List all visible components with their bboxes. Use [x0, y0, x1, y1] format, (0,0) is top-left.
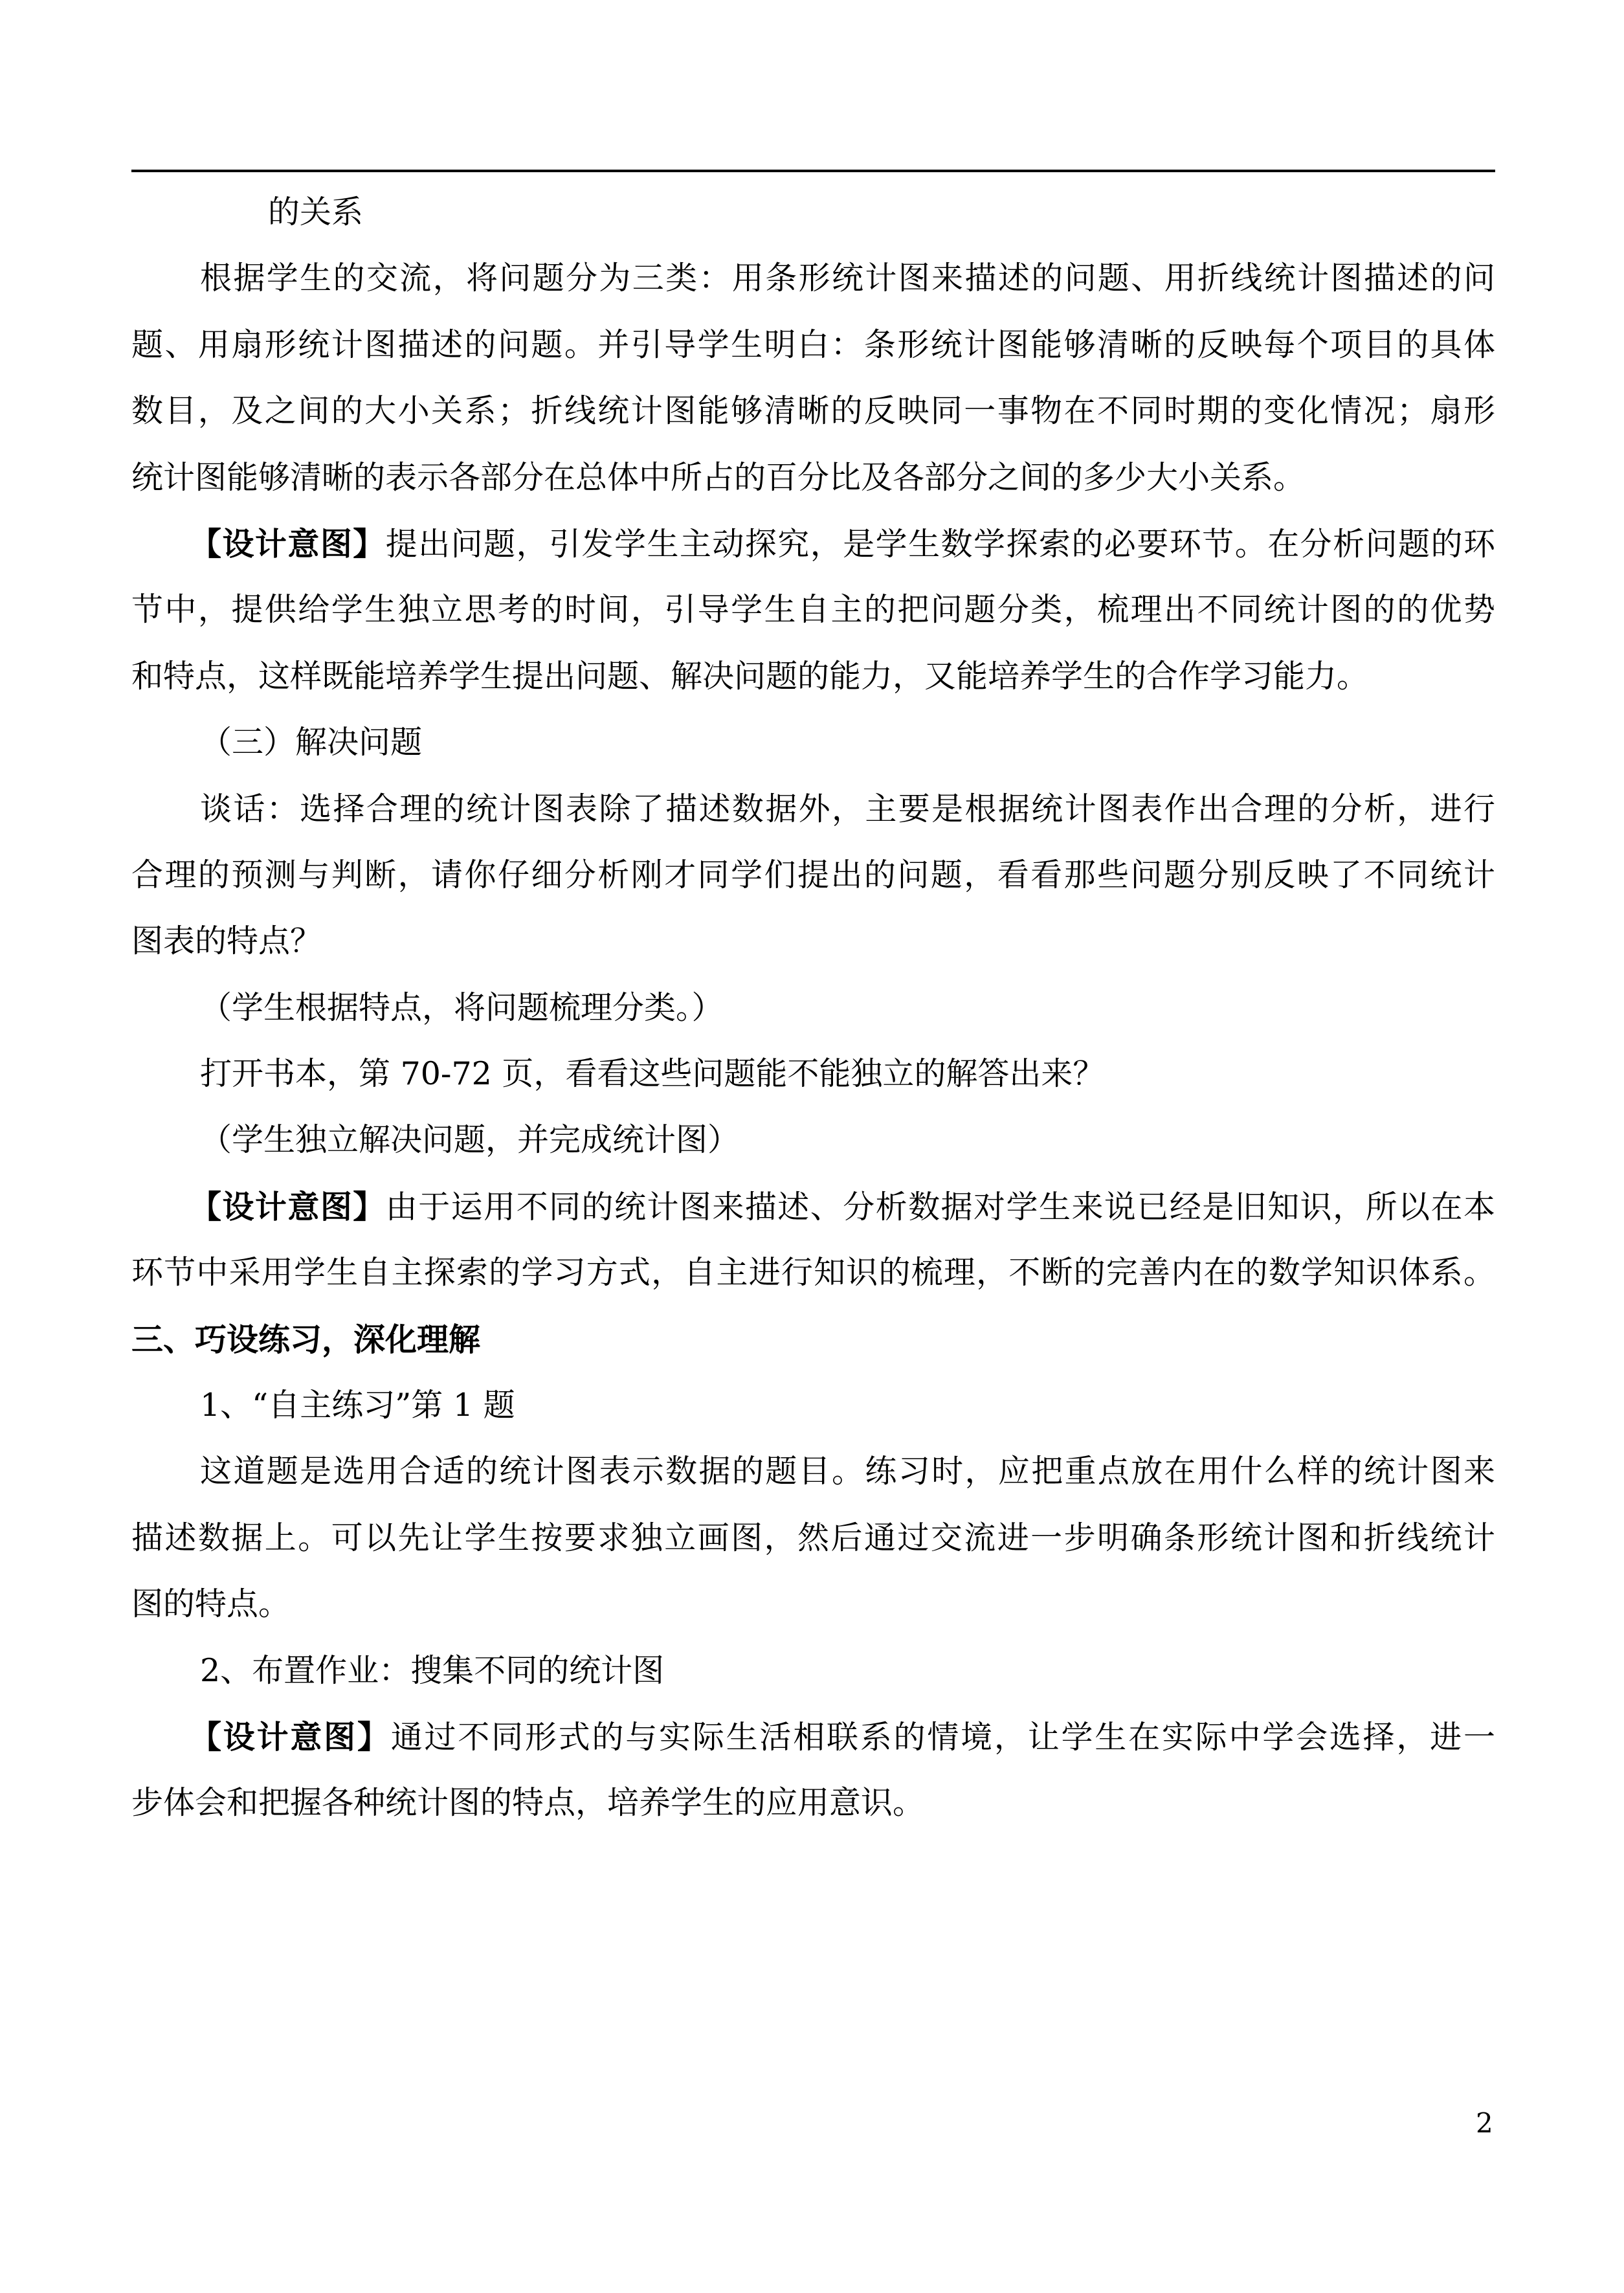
header-rule — [131, 170, 1495, 172]
text-line: 1、“自主练习”第 1 题 — [200, 1387, 515, 1424]
text-line: 谈话：选择合理的统计图表除了描述数据外，主要是根据统计图表作出合理的分析，进行 — [200, 790, 1495, 827]
text-line: 合理的预测与判断，请你仔细分析刚才同学们提出的问题，看看那些问题分别反映了不同统计 — [131, 856, 1495, 893]
text-line: 节中，提供给学生独立思考的时间，引导学生自主的把问题分类，梳理出不同统计图的的优势 — [131, 591, 1495, 629]
text-span: 提出问题，引发学生主动探究，是学生数学探索的必要环节。在分析问题的环 — [385, 525, 1495, 563]
section-subheading: （三）解决问题 — [200, 724, 423, 761]
design-intent-label: 【设计意图】 — [190, 524, 386, 563]
design-intent-line — [131, 511, 1495, 577]
text-line: （学生独立解决问题，并完成统计图） — [200, 1121, 740, 1159]
design-intent-label: 【设计意图】 — [190, 1187, 386, 1225]
text-line: 数目，及之间的大小关系；折线统计图能够清晰的反映同一事物在不同时期的变化情况；扇形 — [131, 392, 1495, 430]
section-heading: 三、巧设练习，深化理解 — [131, 1320, 481, 1358]
text-line: 图表的特点？ — [131, 923, 322, 960]
text-line: 这道题是选用合适的统计图表示数据的题目。练习时，应把重点放在用什么样的统计图来 — [200, 1453, 1495, 1490]
document-body — [131, 179, 1495, 1837]
design-intent-line — [131, 1174, 1495, 1240]
text-line: 和特点，这样既能培养学生提出问题、解决问题的能力，又能培养学生的合作学习能力。 — [131, 657, 1369, 695]
text-line: 图的特点。 — [131, 1585, 291, 1623]
text-line: 根据学生的交流，将问题分为三类：用条形统计图来描述的问题、用折线统计图描述的问 — [200, 260, 1495, 297]
text-line: 环节中采用学生自主探索的学习方式，自主进行知识的梳理，不断的完善内在的数学知识体系。 — [131, 1254, 1495, 1292]
text-line: 打开书本，第 70-72 页，看看这些问题能不能独立的解答出来？ — [200, 1055, 1105, 1093]
text-line: 2、布置作业：搜集不同的统计图 — [200, 1651, 665, 1689]
text-line: 题、用扇形统计图描述的问题。并引导学生明白：条形统计图能够清晰的反映每个项目的具体 — [131, 326, 1495, 363]
page-number: 2 — [1476, 2107, 1493, 2139]
design-intent-label: 【设计意图】 — [190, 1717, 391, 1756]
text-span: 由于运用不同的统计图来描述、分析数据对学生来说已经是旧知识，所以在本 — [385, 1188, 1495, 1225]
text-line: （学生根据特点，将问题梳理分类。） — [200, 989, 724, 1026]
design-intent-line — [131, 1704, 1495, 1770]
text-line: 统计图能够清晰的表示各部分在总体中所占的百分比及各部分之间的多少大小关系。 — [131, 458, 1306, 496]
text-line: 的关系 — [268, 194, 364, 230]
text-line: 步体会和把握各种统计图的特点，培养学生的应用意识。 — [131, 1784, 925, 1822]
text-line: 描述数据上。可以先让学生按要求独立画图，然后通过交流进一步明确条形统计图和折线统计 — [131, 1519, 1495, 1556]
text-span: 通过不同形式的与实际生活相联系的情境，让学生在实际中学会选择，进一 — [390, 1718, 1495, 1756]
